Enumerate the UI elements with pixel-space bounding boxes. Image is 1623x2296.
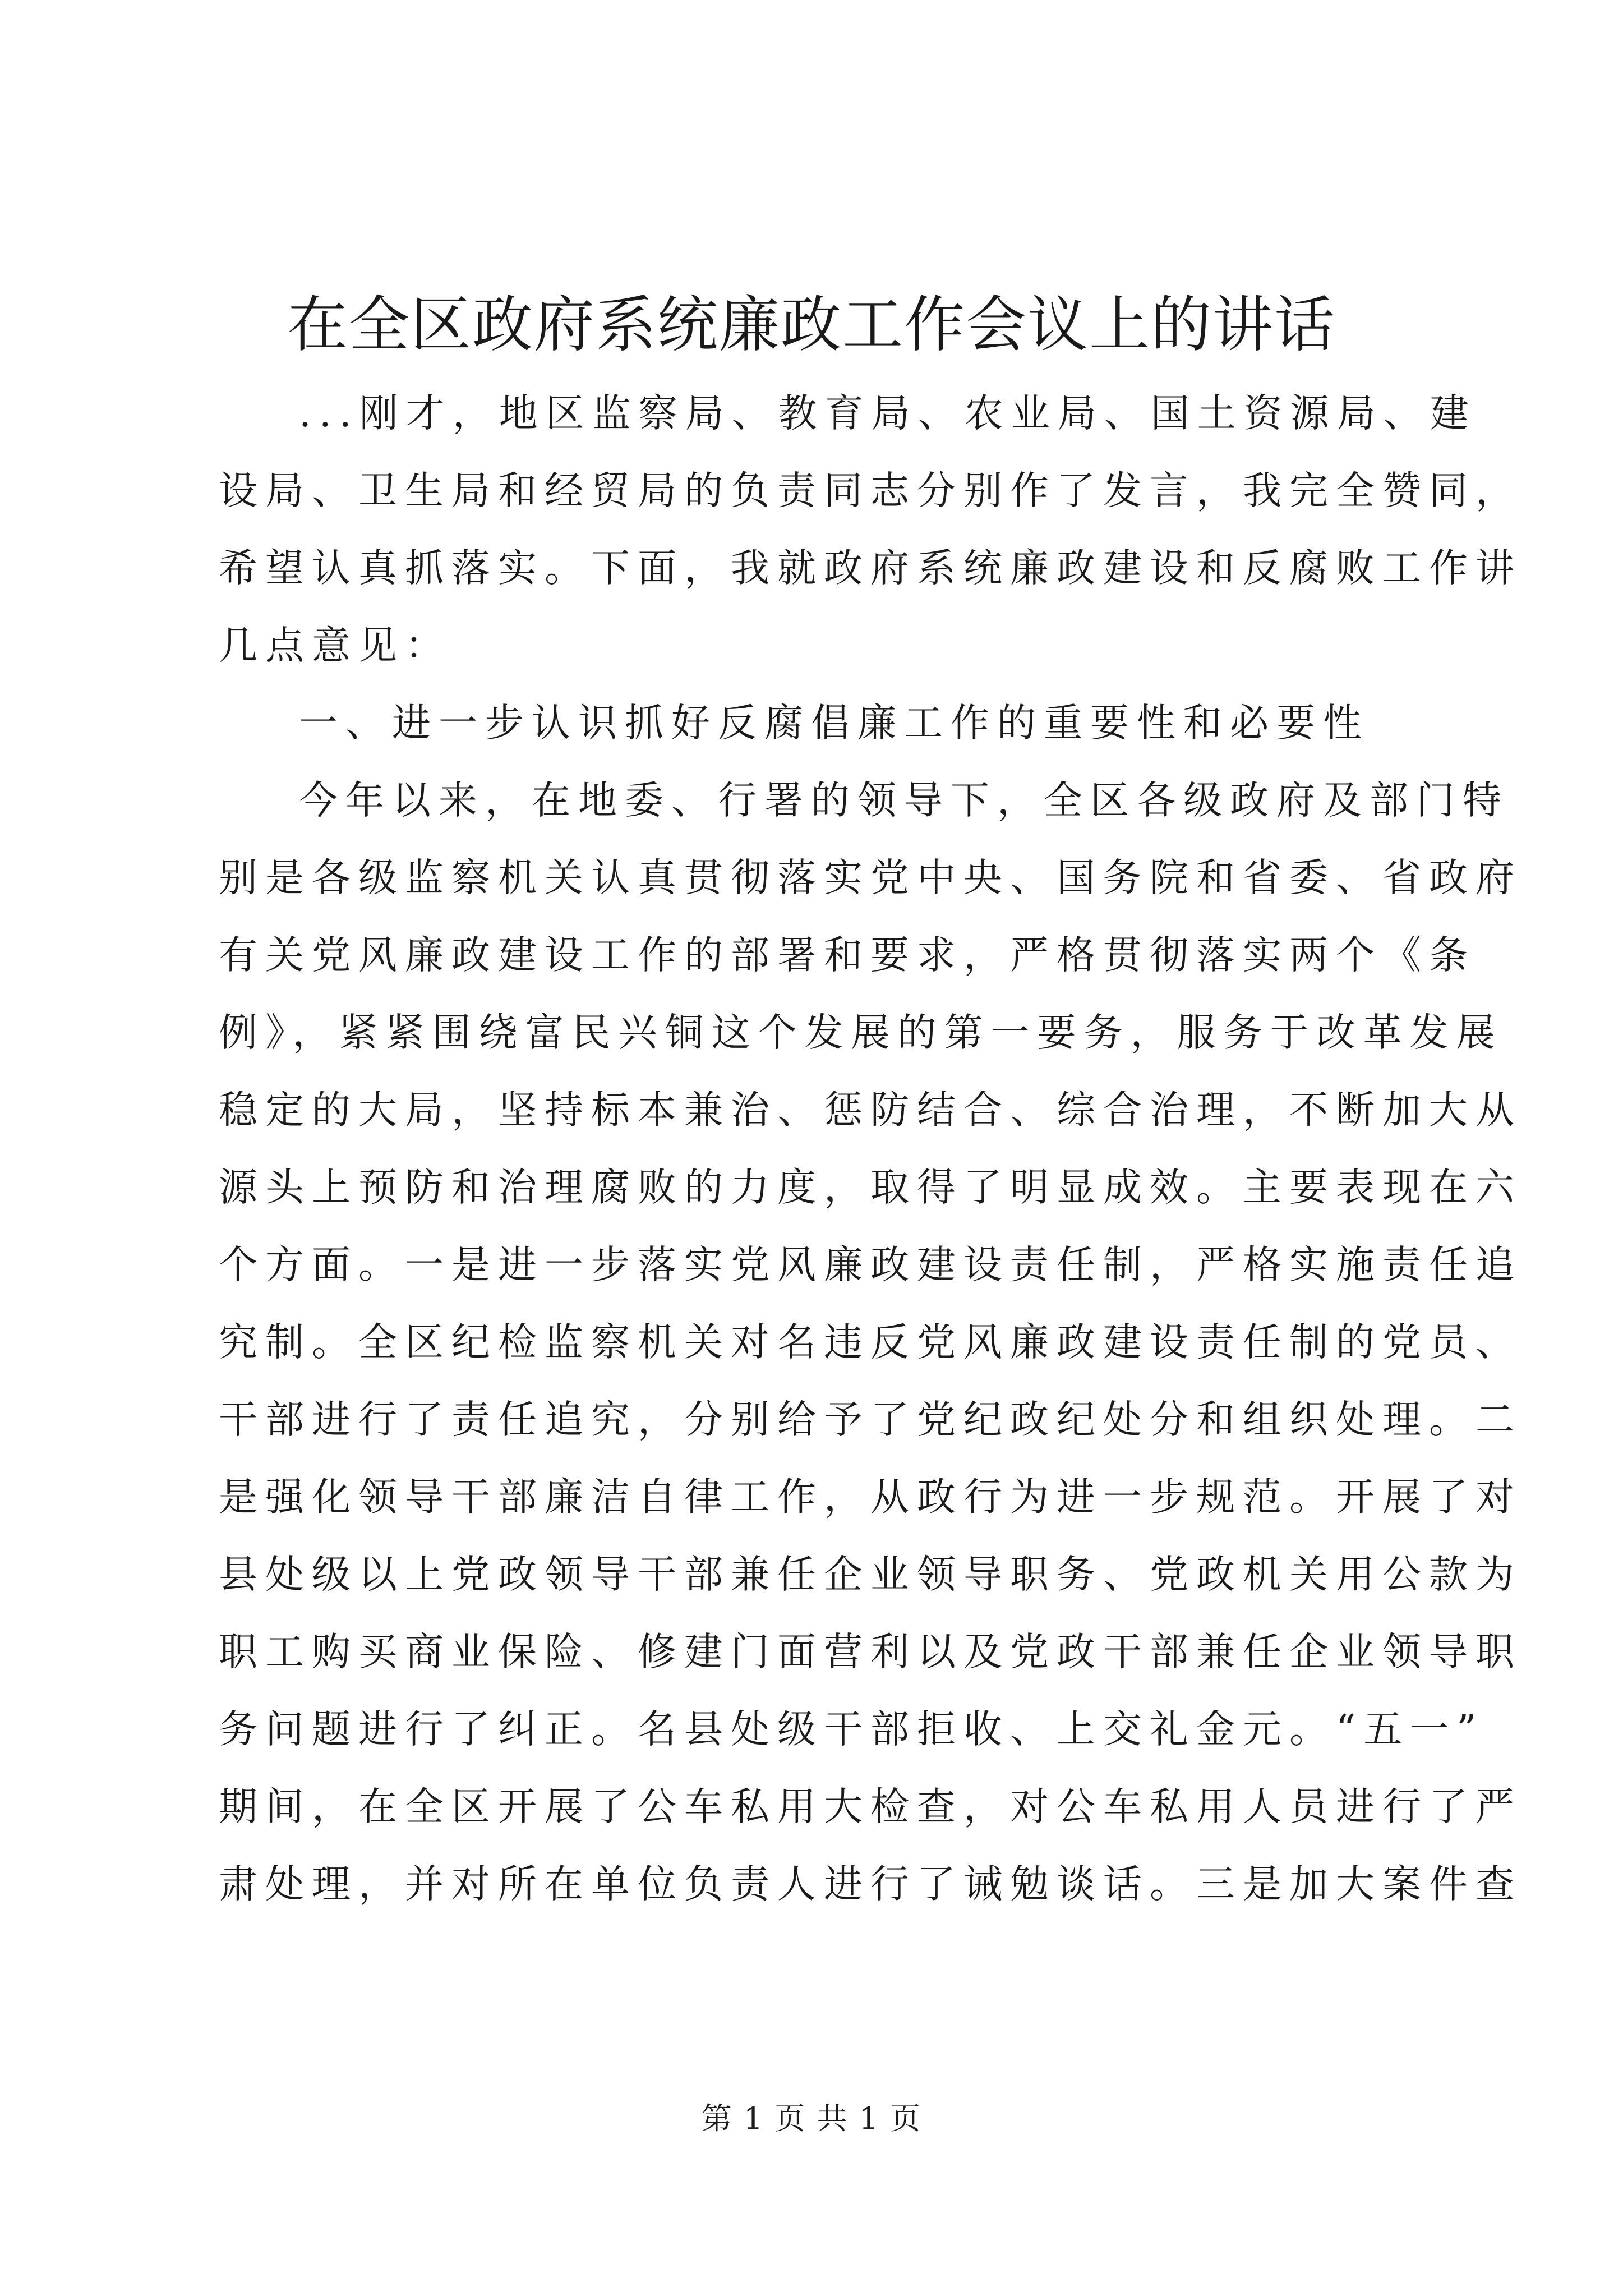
body-line: 个方面。一是进一步落实党风廉政建设责任制，严格实施责任追 [219,1243,1522,1287]
body-line: 稳定的大局，坚持标本兼治、惩防结合、综合治理，不断加大从 [219,1088,1522,1133]
page-footer: 第 1 页 共 1 页 [701,2101,922,2136]
body-line: 别是各级监察机关认真贯彻落实党中央、国务院和省委、省政府 [219,855,1522,900]
section-heading: 一、进一步认识抓好反腐倡廉工作的重要性和必要性 [299,701,1370,746]
body-line: 究制。全区纪检监察机关对名违反党风廉政建设责任制的党员、 [219,1320,1522,1365]
body-line: 希望认真抓落实。下面，我就政府系统廉政建设和反腐败工作讲 [219,546,1522,591]
body-line: 期间，在全区开展了公车私用大检查，对公车私用人员进行了严 [219,1784,1522,1829]
body-line: 务问题进行了纠正。名县处级干部拒收、上交礼金元。“五一” [219,1707,1484,1752]
body-line: 有关党风廉政建设工作的部署和要求，严格贯彻落实两个《条 [219,933,1476,978]
body-line: 今年以来，在地委、行署的领导下，全区各级政府及部门特 [299,778,1509,823]
body-line: 职工购买商业保险、修建门面营利以及党政干部兼任企业领导职 [219,1630,1522,1674]
body-line: 县处级以上党政领导干部兼任企业领导职务、党政机关用公款为 [219,1552,1522,1597]
document-title: 在全区政府系统廉政工作会议上的讲话 [287,290,1336,360]
body-line: 例》，紧紧围绕富民兴铜这个发展的第一要务，服务于改革发展 [219,1010,1503,1055]
body-line: 是强化领导干部廉洁自律工作，从政行为进一步规范。开展了对 [219,1475,1522,1520]
body-line: 设局、卫生局和经贸局的负责同志分别作了发言，我完全赞同， [219,468,1522,513]
body-line: 几点意见： [219,623,451,668]
body-line: 干部进行了责任追究，分别给予了党纪政纪处分和组织处理。二 [219,1397,1522,1442]
body-line: 源头上预防和治理腐败的力度，取得了明显成效。主要表现在六 [219,1165,1522,1210]
body-line: ...刚才，地区监察局、教育局、农业局、国土资源局、建 [299,391,1477,436]
body-line: 肃处理，并对所在单位负责人进行了诫勉谈话。三是加大案件查 [219,1862,1522,1907]
